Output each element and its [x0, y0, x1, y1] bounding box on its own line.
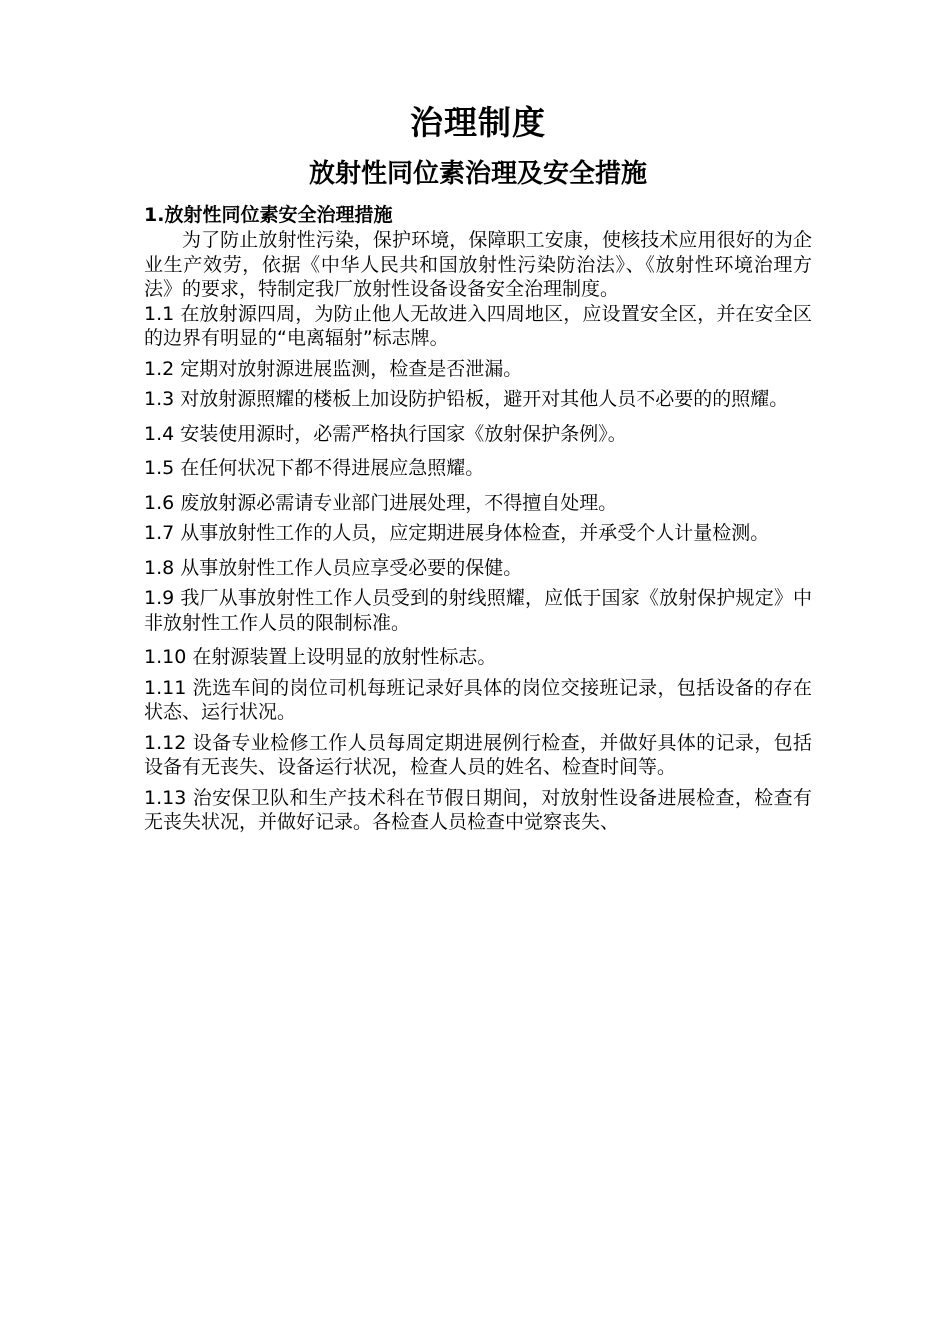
- item-1-9: 1.9 我厂从事放射性工作人员受到的射线照耀，应低于国家《放射保护规定》中非放射性工作人员的限制标准。: [144, 587, 812, 634]
- item-1-2: 1.2 定期对放射源进展监测，检查是否泄漏。: [144, 357, 523, 380]
- page-title: 治理制度: [410, 103, 546, 142]
- item-1-1: 1.1 在放射源四周，为防止他人无故进入四周地区，应设置安全区，并在安全区的边界有明显的“电离辐射”标志牌。: [144, 302, 812, 349]
- item-1-6: 1.6 废放射源必需请专业部门进展处理，不得擅自处理。: [144, 491, 618, 514]
- item-1-5: 1.5 在任何状况下都不得进展应急照耀。: [144, 457, 485, 479]
- section-heading: 1.放射性同位素安全治理措施: [144, 204, 393, 226]
- item-1-8: 1.8 从事放射性工作人员应享受必要的保健。: [144, 556, 523, 579]
- item-1-4: 1.4 安装使用源时，必需严格执行国家《放射保护条例》。: [144, 422, 627, 445]
- item-1-7: 1.7 从事放射性工作的人员，应定期进展身体检查，并承受个人计量检测。: [144, 522, 770, 544]
- intro-paragraph: 为了防止放射性污染，保护环境，保障职工安康，使核技术应用很好的为企业生产效劳，依据《中华人民共和国放射性污染防治法》、《放射性环境治理方法》的要求，特制定我厂放射性设备设备安全治理制度。: [144, 229, 812, 300]
- item-1-10: 1.10 在射源装置上设明显的放射性标志。: [144, 646, 497, 668]
- page-subtitle: 放射性同位素治理及安全措施: [308, 159, 647, 189]
- item-1-3: 1.3 对放射源照耀的楼板上加设防护铅板，避开对其他人员不必要的的照耀。: [144, 388, 789, 410]
- document-body: [144, 100, 812, 835]
- item-1-11: 1.11 洗选车间的岗位司机每班记录好具体的岗位交接班记录，包括设备的存在状态、运行状况。: [144, 676, 812, 723]
- item-1-13: 1.13 治安保卫队和生产技术科在节假日期间，对放射性设备进展检查，检查有无丧失状况，并做好记录。各检查人员检查中觉察丧失、: [144, 786, 812, 833]
- item-1-12: 1.12 设备专业检修工作人员每周定期进展例行检查，并做好具体的记录，包括设备有无丧失、设备运行状况，检查人员的姓名、检查时间等。: [144, 731, 812, 778]
